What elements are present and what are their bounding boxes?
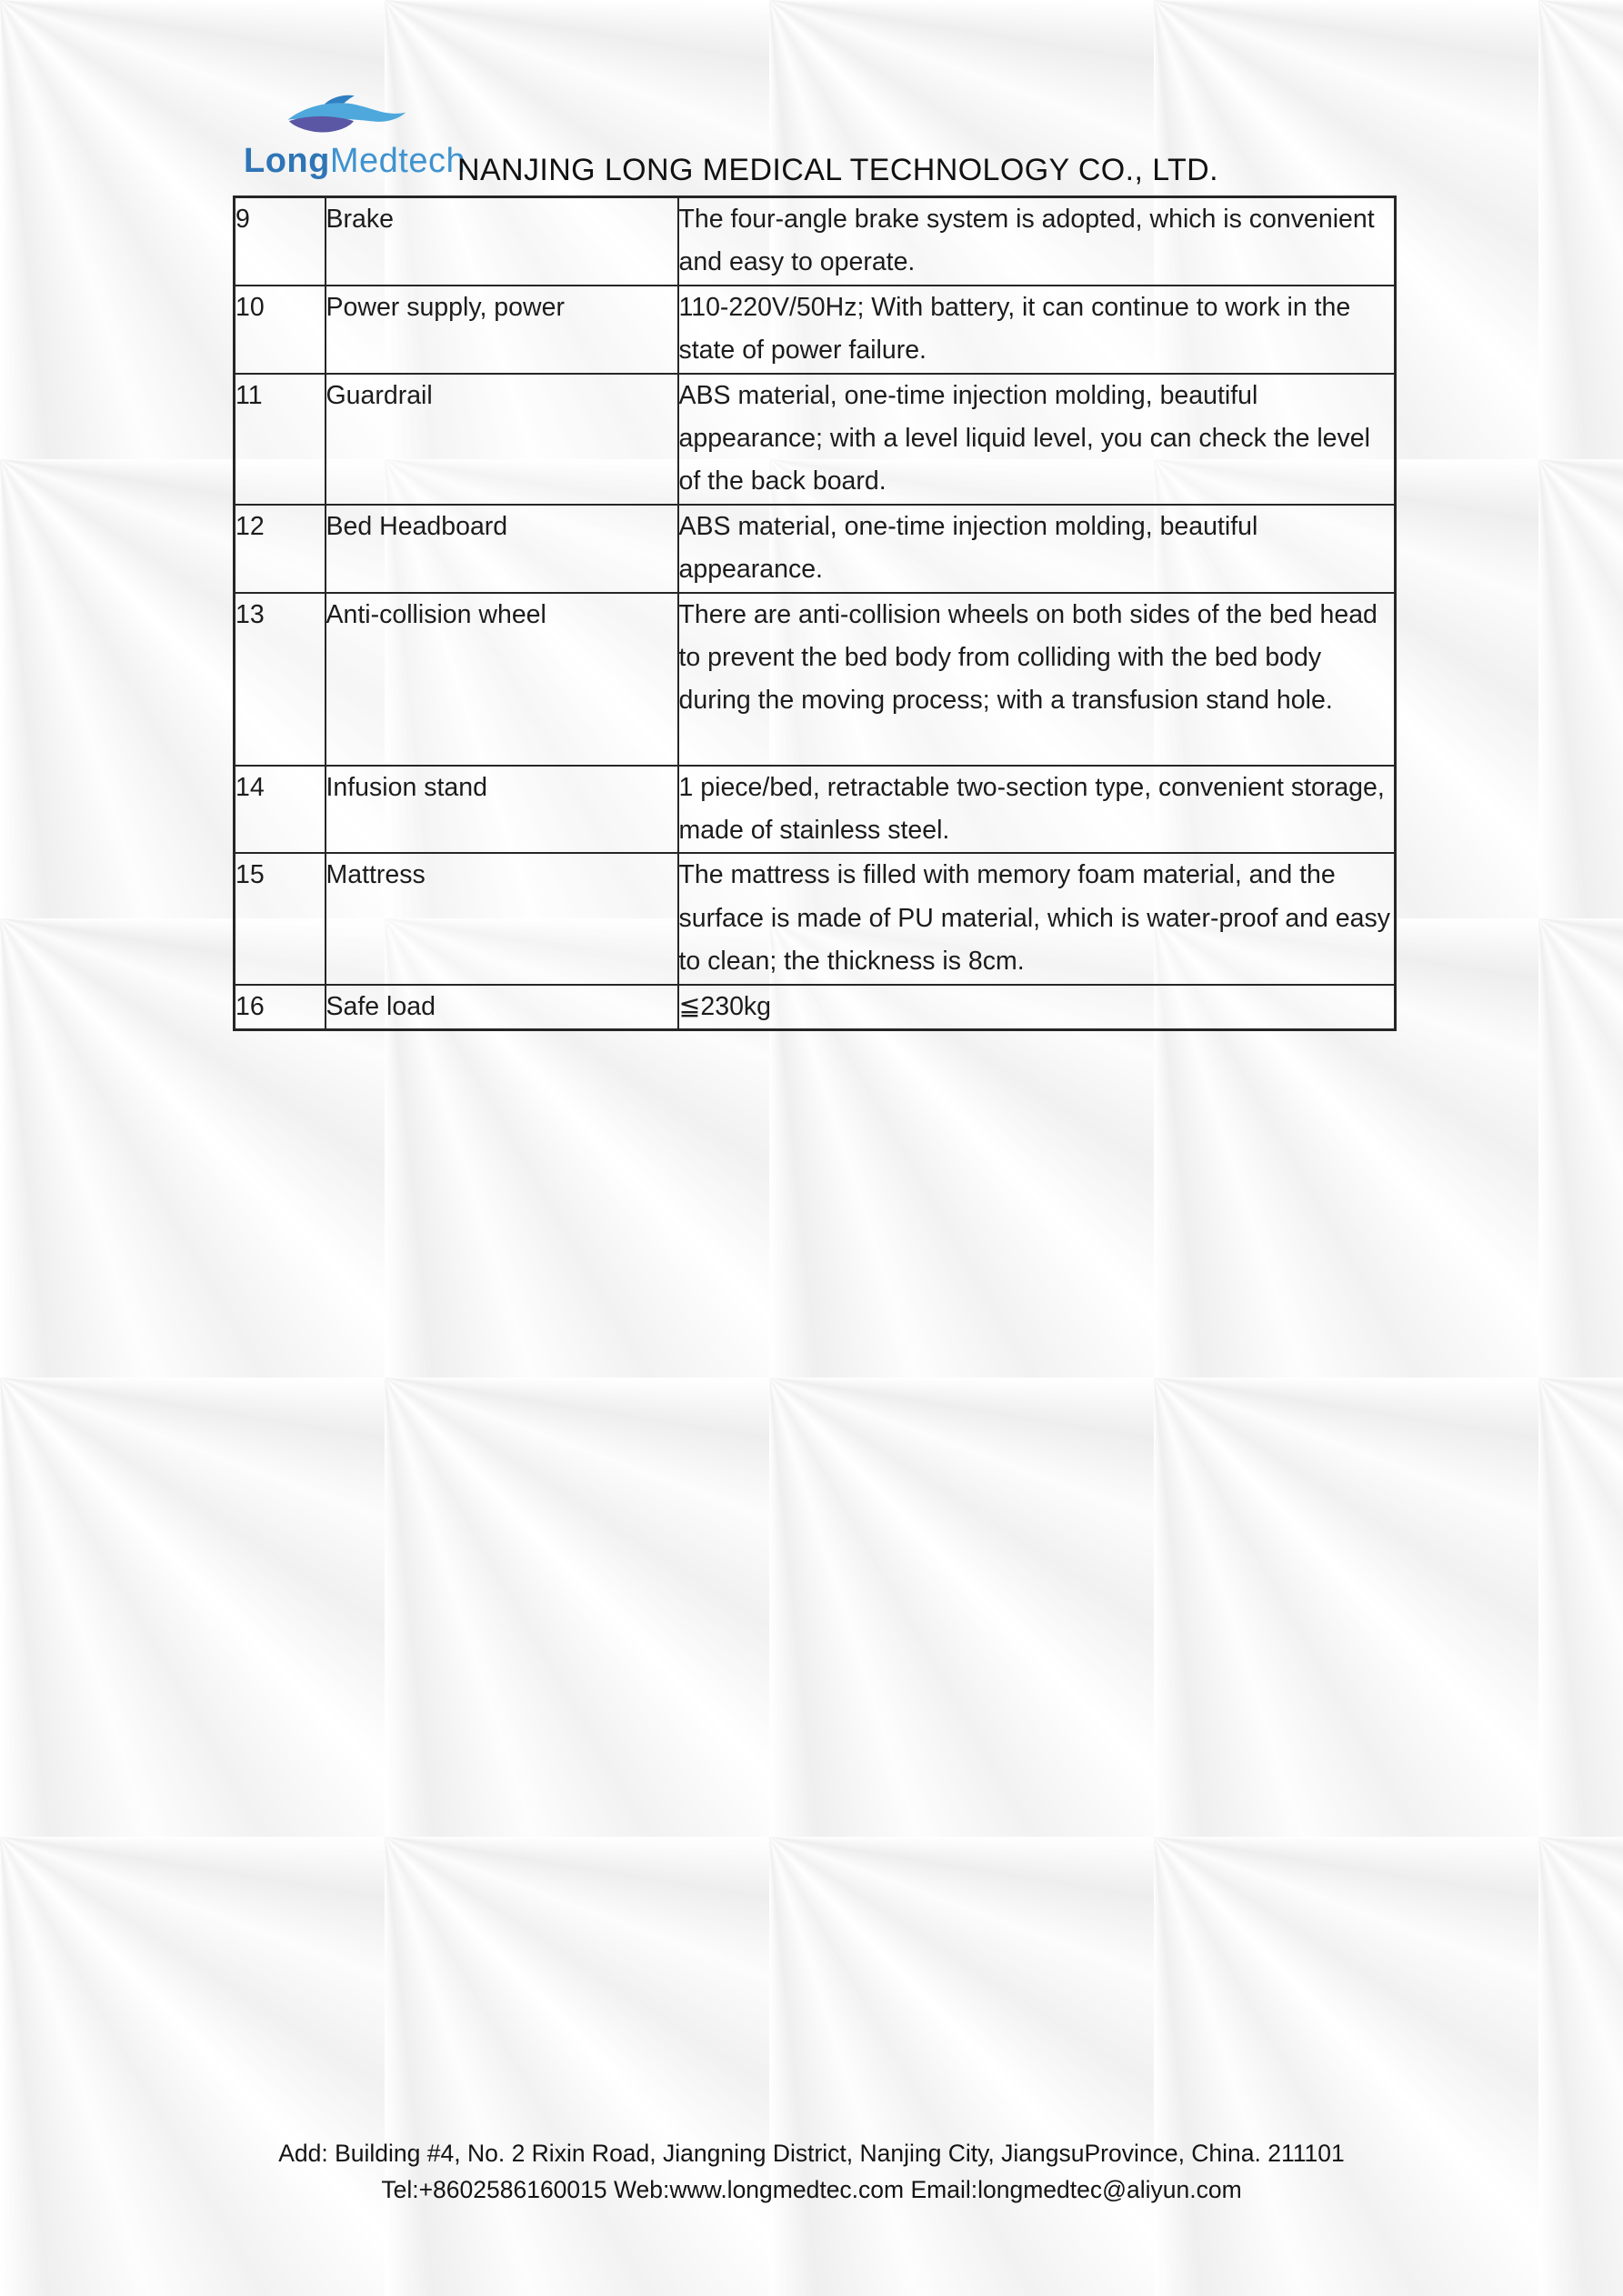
company-name-title: NANJING LONG MEDICAL TECHNOLOGY CO., LTD. [457, 153, 1218, 187]
spec-item: Safe load [326, 985, 678, 1030]
brand-name-bold: Long [244, 142, 330, 180]
spec-number: 9 [235, 197, 326, 286]
logo-fish-icon [286, 87, 406, 140]
table-row [235, 505, 1396, 593]
table-row [235, 766, 1396, 854]
spec-item: Mattress [326, 853, 678, 984]
spec-description: ABS material, one-time injection molding, beautiful appearance. [678, 505, 1396, 593]
footer-contact-line: Tel:+8602586160015 Web:www.longmedtec.com Email:longmedtec@aliyun.com [381, 2176, 1242, 2203]
table-row [235, 197, 1396, 286]
footer-address-line: Add: Building #4, No. 2 Rixin Road, Jiangning District, Nanjing City, JiangsuProvince, China. 211101 [278, 2140, 1345, 2167]
spec-description: ABS material, one-time injection molding, beautiful appearance; with a level liquid level, you can check the level of the back board. [678, 374, 1396, 505]
spec-number: 14 [235, 766, 326, 854]
table-row [235, 593, 1396, 766]
spec-item: Brake [326, 197, 678, 286]
spec-item: Guardrail [326, 374, 678, 505]
spec-description: The mattress is filled with memory foam material, and the surface is made of PU material, which is water-proof and easy to clean; the thickness is 8cm. [678, 853, 1396, 984]
company-logo [244, 87, 466, 181]
spec-number: 16 [235, 985, 326, 1030]
brand-name [244, 142, 466, 181]
brand-name-light: Medtech [329, 142, 466, 180]
spec-item: Anti-collision wheel [326, 593, 678, 766]
spec-item: Power supply, power [326, 286, 678, 374]
spec-description: 110-220V/50Hz; With battery, it can continue to work in the state of power failure. [678, 286, 1396, 374]
table-row [235, 985, 1396, 1030]
spec-description: 1 piece/bed, retractable two-section type, convenient storage, made of stainless steel. [678, 766, 1396, 854]
spec-number: 11 [235, 374, 326, 505]
table-row [235, 374, 1396, 505]
spec-table [233, 196, 1397, 1031]
spec-description: ≦230kg [678, 985, 1396, 1030]
page-footer [0, 2135, 1623, 2208]
spec-item: Bed Headboard [326, 505, 678, 593]
table-row [235, 853, 1396, 984]
table-row [235, 286, 1396, 374]
spec-description: There are anti-collision wheels on both sides of the bed head to prevent the bed body from colliding with the bed body during the moving process; with a transfusion stand hole. [678, 593, 1396, 766]
spec-number: 15 [235, 853, 326, 984]
spec-number: 13 [235, 593, 326, 766]
spec-description: The four-angle brake system is adopted, which is convenient and easy to operate. [678, 197, 1396, 286]
spec-item: Infusion stand [326, 766, 678, 854]
spec-number: 12 [235, 505, 326, 593]
spec-number: 10 [235, 286, 326, 374]
